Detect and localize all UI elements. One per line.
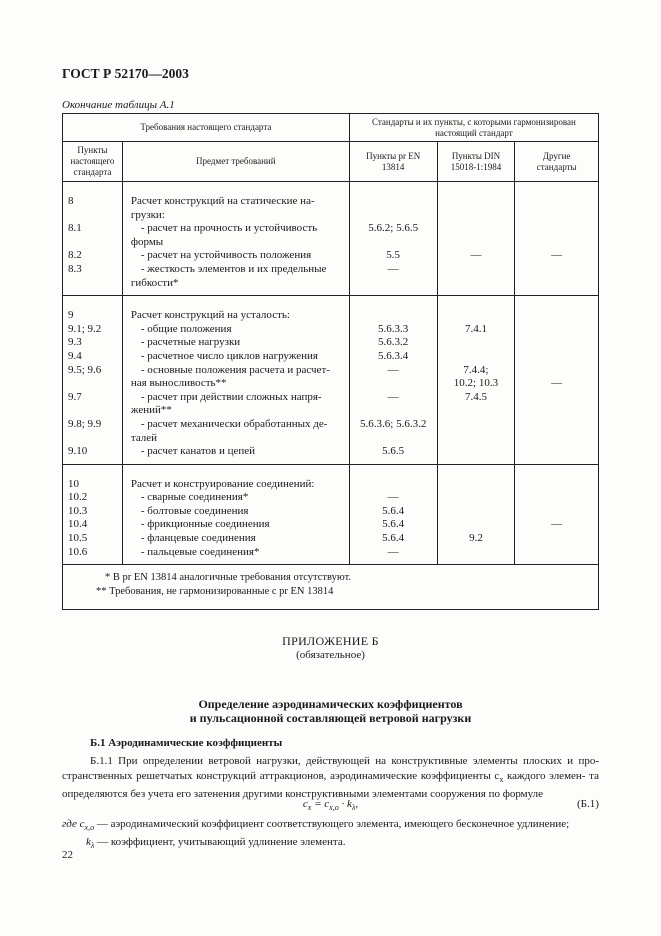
requirement-subjects: Расчет конструкций на статические на- грузки: - расчет на прочность и устойчивость формы - расчет на устойчивость положения - жесткость элементов и их предельные гибкости*	[122, 182, 349, 296]
pr-en-clauses: 5.6.3.3 5.6.3.2 5.6.3.4 — — 5.6.3.6; 5.6.3.2 5.6.5	[349, 296, 437, 465]
table-row	[63, 296, 599, 465]
subsection-heading: Б.1 Аэродинамические коэффициенты	[90, 737, 283, 749]
footnote-single-star: * В pr EN 13814 аналогичные требования отсутствуют.	[105, 572, 351, 584]
footnote-double-star: ** Требования, не гармонизированные с pr EN 13814	[96, 586, 334, 598]
other-standards: —	[515, 464, 599, 565]
col-head-other: Другие стандарты	[515, 142, 599, 182]
page-number: 22	[62, 849, 73, 861]
clause-numbers: 8 8.1 8.2 8.3	[63, 182, 123, 296]
col-head-pr-en: Пункты pr EN 13814	[349, 142, 437, 182]
head-harmonized-standards: Стандарты и их пункты, с которыми гармонизирован настоящий стандарт	[349, 114, 598, 142]
table-row	[63, 182, 599, 296]
other-standards: —	[515, 182, 599, 296]
head-current-standard: Требования настоящего стандарта	[63, 114, 350, 142]
paragraph-b11: Б.1.1 При определении ветровой нагрузки, действующей на конструктивные элементы плоских и про- странственных решетчатых конструкций аттракционов, аэродинамические коэффициенты $c_x$ каждого элемен- та определяются без учета его затенения другими конструктивными элементами сооружения по формуле	[62, 755, 599, 801]
document-code: ГОСТ Р 52170—2003	[62, 66, 189, 81]
col-head-clauses: Пункты настоящего стандарта	[63, 142, 123, 182]
din-clauses: 9.2	[437, 464, 515, 565]
col-head-din: Пункты DIN 15018-1:1984	[437, 142, 515, 182]
table-row	[63, 464, 599, 565]
clause-numbers: 10 10.2 10.3 10.4 10.5 10.6	[63, 464, 123, 565]
pr-en-clauses: — 5.6.4 5.6.4 5.6.4 —	[349, 464, 437, 565]
table-caption: Окончание таблицы А.1	[62, 99, 175, 111]
requirement-subjects: Расчет конструкций на усталость: - общие положения - расчетные нагрузки - расчетное число циклов нагружения - основные положения расчета и расчет- ная выносливость** - расчет при действии сложных напря- жений** - расчет механически обработанных де- талей - расчет канатов и цепей	[122, 296, 349, 465]
table-notes	[63, 565, 599, 610]
requirement-subjects: Расчет и конструирование соединений: - сварные соединения* - болтовые соединения - фрикционные соединения - фланцевые соединения - пальцевые соединения*	[122, 464, 349, 565]
requirements-table	[62, 113, 599, 610]
formula-legend: где $c_{x,o}$ — аэродинамический коэффициент соответствующего элемента, имеющего бесконечное удлинение; $k_\lambda$ — коэффициент, учитывающий удлинение элемента.	[62, 818, 570, 851]
din-clauses: —	[437, 182, 515, 296]
appendix-subtitle: (обязательное)	[296, 649, 365, 661]
formula-b1: $c_x = c_{x,o} \cdot k_\lambda$,	[302, 798, 359, 813]
formula-number: (Б.1)	[577, 798, 599, 810]
section-title: Определение аэродинамических коэффициентов и пульсационной составляющей ветровой нагрузки	[189, 697, 472, 725]
pr-en-clauses: 5.6.2; 5.6.5 5.5 —	[349, 182, 437, 296]
col-head-subject: Предмет требований	[122, 142, 349, 182]
clause-numbers: 9 9.1; 9.2 9.3 9.4 9.5; 9.6 9.7 9.8; 9.9 9.10	[63, 296, 123, 465]
din-clauses: 7.4.1 7.4.4; 10.2; 10.3 7.4.5	[437, 296, 515, 465]
other-standards: —	[515, 296, 599, 465]
appendix-title: ПРИЛОЖЕНИЕ Б	[282, 634, 379, 648]
